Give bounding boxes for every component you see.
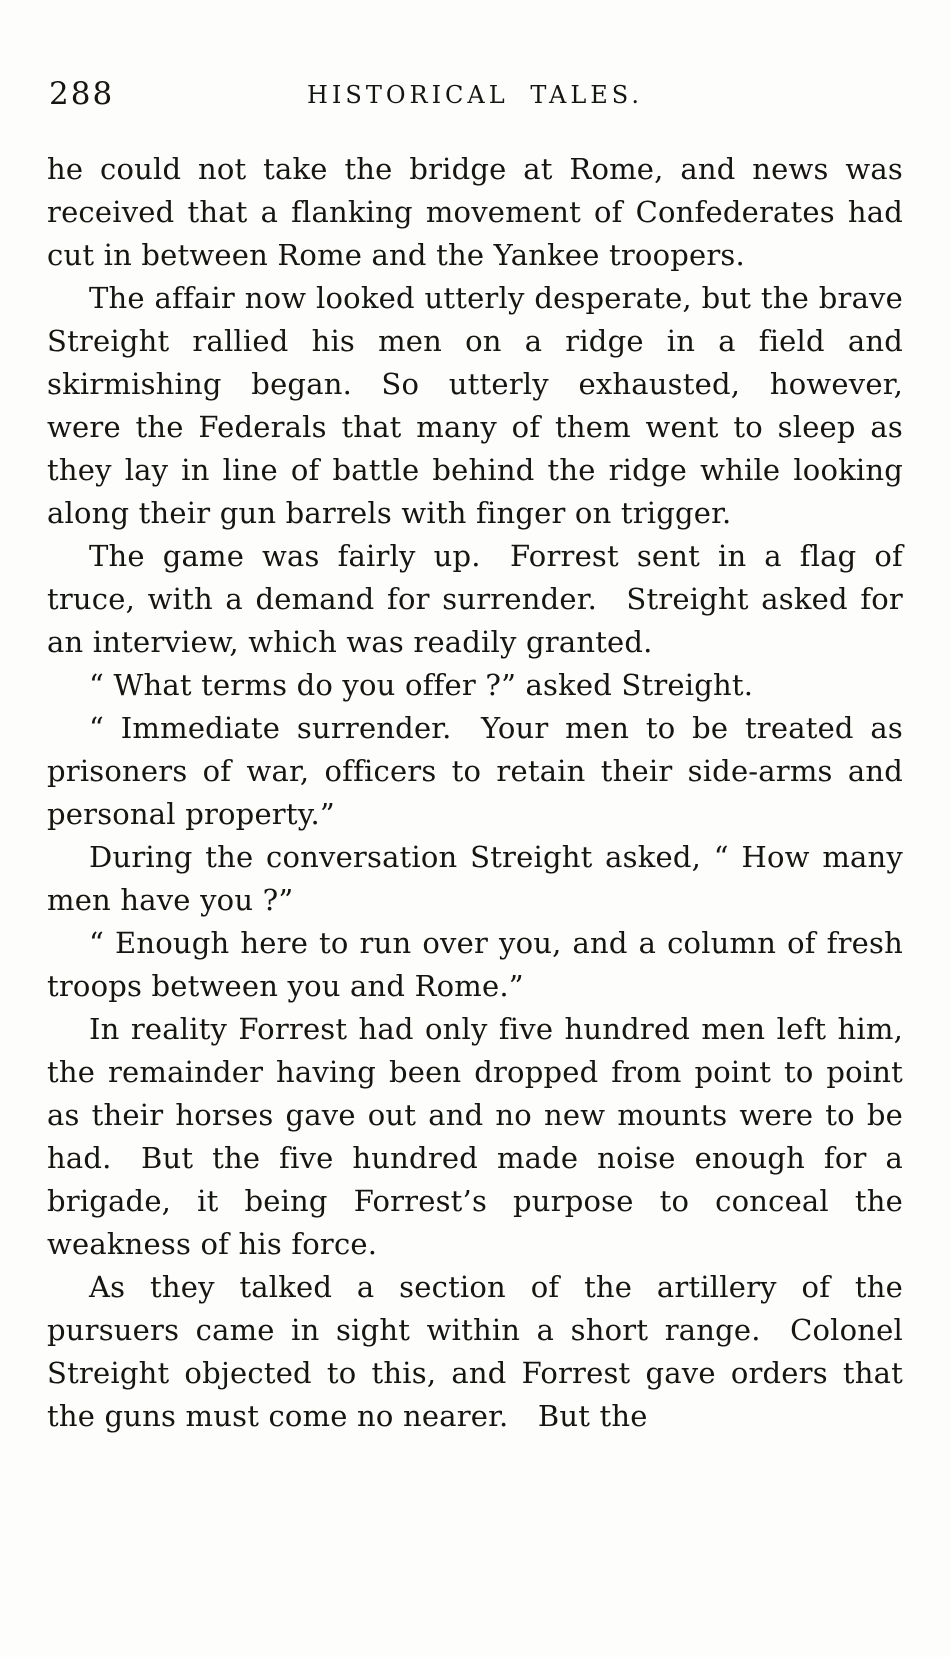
page-number: 288 <box>49 76 115 112</box>
paragraph: The affair now looked utterly desperate, but the brave Streight rallied his men on a ridge in a field and skirmishing began. So utterly exhausted, however, were the Federals that many of them went to sleep as they lay in line of battle behind the ridge while looking along their gun barrels with finger on trigger. <box>47 281 903 530</box>
page-header <box>47 76 903 116</box>
paragraph: As they talked a section of the artillery of the pursuers came in sight within a short range. Colonel Streight objected to this, and Forrest gave orders that the guns must come no nearer. But the <box>47 1270 903 1433</box>
paragraph: The game was fairly up. Forrest sent in a flag of truce, with a demand for surrender. Streight asked for an interview, which was readily granted. <box>47 539 903 659</box>
paragraph: “ Immediate surrender. Your men to be treated as prisoners of war, officers to retain their side-arms and personal property.” <box>47 711 903 831</box>
running-title: HISTORICAL TALES. <box>306 81 644 109</box>
paragraph: In reality Forrest had only five hundred men left him, the remainder having been dropped from point to point as their horses gave out and no new mounts were to be had. But the five hundred made noise enough for a brigade, it being Forrest’s purpose to conceal the weakness of his force. <box>47 1012 903 1261</box>
paragraph: he could not take the bridge at Rome, and news was received that a flanking movement of Confederates had cut in between Rome and the Yankee troopers. <box>47 152 903 272</box>
paragraph: During the conversation Streight asked, “ How many men have you ?” <box>47 840 903 917</box>
paragraph: “ What terms do you offer ?” asked Streight. <box>89 668 754 702</box>
paragraph: “ Enough here to run over you, and a column of fresh troops between you and Rome.” <box>47 926 903 1003</box>
page-body <box>47 148 903 1438</box>
